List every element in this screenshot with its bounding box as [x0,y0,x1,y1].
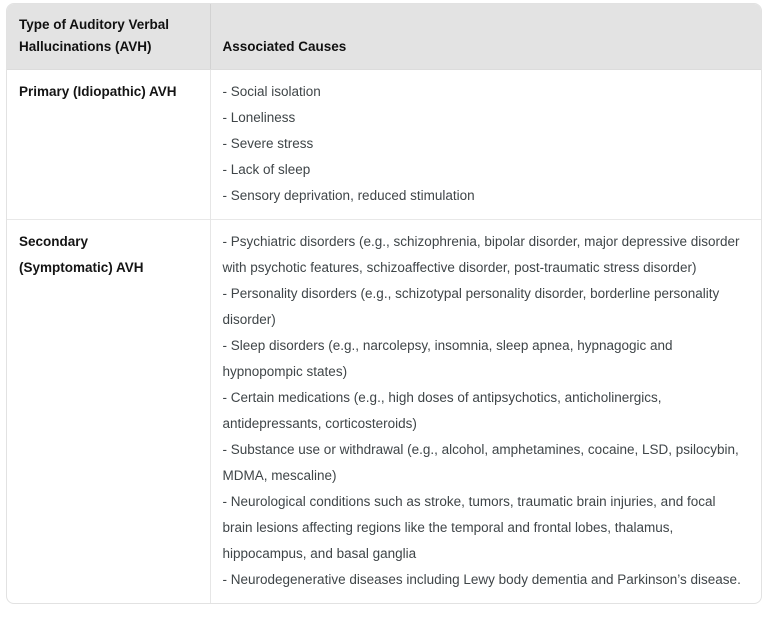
row-label-line: (Symptomatic) AVH [19,260,144,275]
cause-item: - Certain medications (e.g., high doses of antipsychotics, anticholinergics, antidepressants, corticosteroids) [222,390,662,431]
avh-table [7,4,761,603]
cause-item: - Sensory deprivation, reduced stimulation [222,188,475,203]
cause-item: - Severe stress [222,136,314,151]
cause-item: - Loneliness [222,110,296,125]
table-header [7,4,761,70]
row-causes-secondary [210,220,761,604]
cause-item: - Lack of sleep [222,162,311,177]
row-label-primary [7,70,210,220]
row-label-line: Secondary [19,234,89,249]
cause-item: - Sleep disorders (e.g., narcolepsy, insomnia, sleep apnea, hypnagogic and hypnopompic states) [222,338,673,379]
cause-item: - Neurological conditions such as stroke, tumors, traumatic brain injuries, and focal brain lesions affecting regions like the temporal and frontal lobes, thalamus, hippocampus, and basal ganglia [222,494,716,561]
cause-item: - Psychiatric disorders (e.g., schizophrenia, bipolar disorder, major depressive disorder with psychotic features, schizoaffective disorder, post-traumatic stress disorder) [222,234,740,275]
table-body [7,70,761,604]
row-causes-primary [210,70,761,220]
row-label-secondary [7,220,210,604]
table-row [7,220,761,604]
cause-item: - Neurodegenerative diseases including Lewy body dementia and Parkinson’s disease. [222,572,741,587]
header-row [7,4,761,70]
row-label-line: Primary (Idiopathic) AVH [19,84,177,99]
cause-item: - Personality disorders (e.g., schizotypal personality disorder, borderline personality disorder) [222,286,720,327]
header-cell-type: Type of Auditory Verbal Hallucinations (AVH) [7,4,210,70]
cause-item: - Social isolation [222,84,321,99]
header-cell-causes: Associated Causes [210,4,761,70]
cause-item: - Substance use or withdrawal (e.g., alcohol, amphetamines, cocaine, LSD, psilocybin, MDMA, mescaline) [222,442,739,483]
table-row [7,70,761,220]
avh-table-container [6,3,762,604]
